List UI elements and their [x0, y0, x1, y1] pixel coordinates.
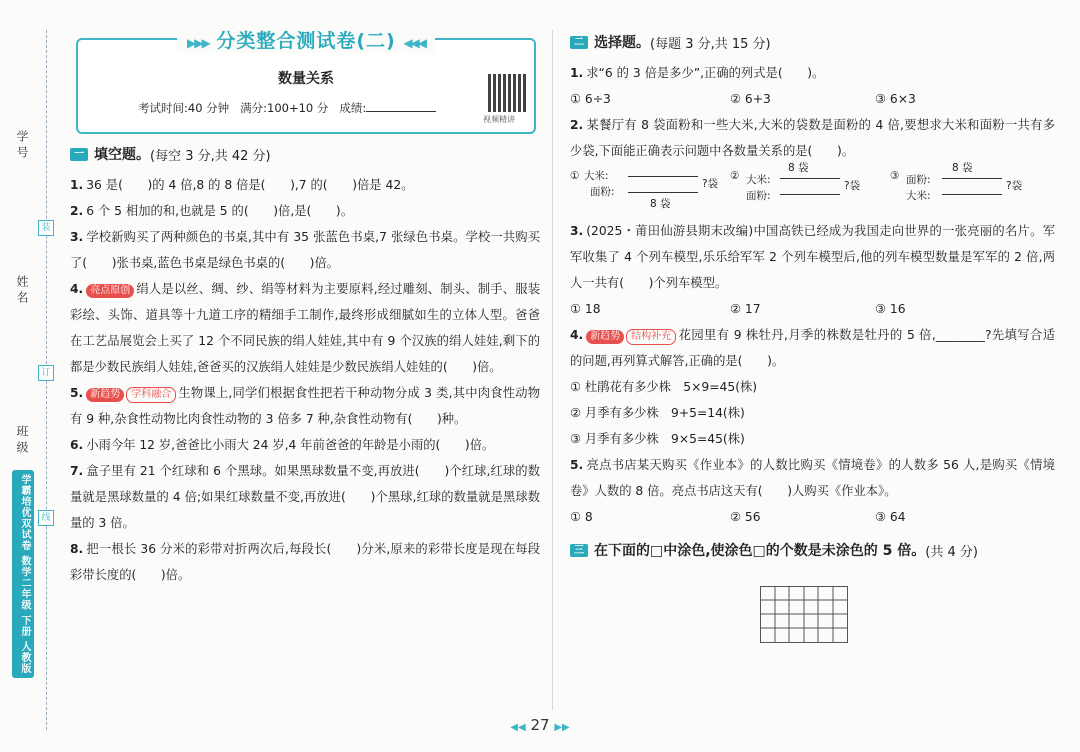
option[interactable]: ② 6+3: [730, 92, 771, 106]
question-2-1: 1. 求“6 的 3 倍是多少”,正确的列式是( )。: [570, 66, 825, 80]
question-1-7: 7. 盒子里有 21 个红球和 6 个黑球。如果黑球数量不变,再放进( )个红球,红球的数量就是黑球数量的 4 倍;如果红球数量不变,再放进( )个黑球,红球的数量就是黑球数量的 3 倍。: [70, 464, 540, 530]
badge-trend: 新趋势: [586, 330, 624, 344]
badge-structure: 结构补充: [626, 329, 676, 345]
section-number: 一: [70, 148, 88, 161]
diagram-options-2-2: [570, 162, 1055, 212]
exam-title: [177, 26, 435, 53]
diagram-option[interactable]: ① 大米: 面粉: 8 袋 ?袋: [570, 170, 719, 210]
full-score: 满分:100+10 分: [240, 101, 329, 115]
question-2-3: 3. (2025・莆田仙游县期末改编)中国高铁已经成为我国走向世界的一张亮丽的名片。军军收集了 4 个列车模型,乐乐给军军 2 个列车模型后,他的列车模型数量是军军的 2 倍,两人一共有( )个列车模型。: [570, 224, 1055, 290]
option[interactable]: ② 17: [730, 302, 761, 316]
option[interactable]: ① 6÷3: [570, 92, 611, 106]
arrow-left-icon: ◀◀: [510, 722, 526, 733]
class-label: 班级: [15, 425, 29, 457]
section-choice-heading: [570, 32, 1055, 52]
section-title: 选择题。: [594, 35, 650, 51]
question-1-8: 8. 把一根长 36 分米的彩带对折两次后,每段长( )分米,原来的彩带长度是现在每段彩带长度的( )倍。: [70, 542, 540, 582]
section-fill-blank-heading: [70, 144, 540, 164]
section-points: (每题 3 分,共 15 分): [650, 36, 771, 52]
options-2-5: [570, 504, 1055, 530]
page-number: ◀◀ 27 ▶▶: [510, 716, 570, 734]
qr-caption: 视频精讲: [483, 115, 515, 124]
option[interactable]: ③ 月季有多少株 9×5=45(株): [570, 432, 745, 446]
section-coloring-heading: [570, 540, 1055, 560]
exam-info: [138, 100, 436, 116]
section-number: 三: [570, 544, 588, 557]
exam-title-text: 分类整合测试卷(二): [216, 30, 396, 52]
option[interactable]: ③ 16: [875, 302, 906, 316]
score-blank[interactable]: [366, 101, 436, 112]
section-title: 填空题。: [94, 147, 150, 163]
badge-trend: 新趋势: [86, 388, 124, 402]
badge-original: 亮点原创: [86, 284, 134, 298]
name-label: 姓名: [15, 275, 29, 307]
option[interactable]: ① 8: [570, 510, 593, 524]
diagram-option[interactable]: ② 大米: 面粉: 8 袋 ?袋: [730, 162, 861, 202]
option[interactable]: ① 18: [570, 302, 601, 316]
series-label: 学霸培优双试卷 数学二年级 下册 人教版: [12, 470, 34, 678]
question-1-3: 3. 学校新购买了两种颜色的书桌,其中有 35 张蓝色书桌,7 张绿色书桌。学校一共购买了( )张书桌,蓝色书桌是绿色书桌的( )倍。: [70, 230, 540, 270]
section-number: 二: [570, 36, 588, 49]
section-points: (每空 3 分,共 42 分): [150, 148, 271, 164]
option[interactable]: ① 杜鹃花有多少株 5×9=45(株): [570, 380, 758, 394]
left-column: [70, 30, 540, 588]
question-2-2: 2. 某餐厅有 8 袋面粉和一些大米,大米的袋数是面粉的 4 倍,要想求大米和面粉一共有多少袋,下面能正确表示问题中各数量关系的是( )。: [570, 118, 1055, 158]
option[interactable]: ② 月季有多少株 9+5=14(株): [570, 406, 745, 420]
arrow-right-icon: ▶▶: [554, 722, 570, 733]
student-no-label: 学号: [15, 130, 29, 162]
column-divider: [552, 30, 553, 710]
arrow-right-icon: ◀◀◀: [403, 36, 425, 50]
question-1-2: 2. 6 个 5 相加的和,也就是 5 的( )倍,是( )。: [70, 204, 354, 218]
binding-margin: [0, 0, 62, 740]
right-column: [570, 30, 1055, 648]
option[interactable]: ② 56: [730, 510, 761, 524]
exam-time: 考试时间:40 分钟: [138, 101, 230, 115]
binding-tag: 线: [38, 510, 54, 526]
question-2-4: 4. 新趋势 结构补充 花园里有 9 株牡丹,月季的株数是牡丹的 5 倍,________?先填写合适的问题,再列算式解答,正确的是( )。: [570, 328, 1055, 368]
question-1-4: 4. 亮点原创 绢人是以丝、绸、纱、绢等材料为主要原料,经过雕刻、制头、制手、服装彩绘、头饰、道具等十九道工序的精细手工制作,最终形成细腻如生的立体人型。爸爸在工艺品展览会上买了 12 个不同民族的绢人娃娃,其中有 9 个汉族的绢人娃娃,剩下的都是少数民族绢人娃娃,爸爸买的汉族绢人娃娃是少数民族绢人娃娃的( )倍。: [70, 282, 540, 374]
binding-tag: 装: [38, 220, 54, 236]
question-2-5: 5. 亮点书店某天购买《作业本》的人数比购买《情境卷》的人数多 56 人,是购买《情境卷》人数的 8 倍。亮点书店这天有( )人购买《作业本》。: [570, 458, 1055, 498]
coloring-grid[interactable]: [760, 586, 848, 644]
exam-subtitle: 数量关系: [278, 71, 334, 87]
options-2-1: [570, 86, 1055, 112]
section-points: (共 4 分): [925, 544, 978, 560]
option[interactable]: ③ 6×3: [875, 92, 916, 106]
binding-tag: 订: [38, 365, 54, 381]
question-1-6: 6. 小雨今年 12 岁,爸爸比小雨大 24 岁,4 年前爸爸的年龄是小雨的( )倍。: [70, 438, 495, 452]
qr-code-icon[interactable]: [488, 74, 526, 112]
arrow-left-icon: ▶▶▶: [187, 36, 209, 50]
section-title: 在下面的□中涂色,使涂色□的个数是未涂色的 5 倍。: [594, 543, 926, 559]
exam-header: [76, 30, 536, 134]
option[interactable]: ③ 64: [875, 510, 906, 524]
options-2-3: [570, 296, 1055, 322]
question-1-5: 5. 新趋势 学科融合 生物课上,同学们根据食性把若干种动物分成 3 类,其中肉食性动物有 9 种,杂食性动物比肉食性动物的 3 倍多 7 种,杂食性动物有( )种。: [70, 386, 540, 426]
question-1-1: 1. 36 是( )的 4 倍,8 的 8 倍是( ),7 的( )倍是 42。: [70, 178, 414, 192]
badge-subject: 学科融合: [126, 387, 176, 403]
score-label: 成绩:: [339, 101, 367, 115]
diagram-option[interactable]: ③ 面粉: 大米: 8 袋 ?袋: [890, 162, 1023, 202]
